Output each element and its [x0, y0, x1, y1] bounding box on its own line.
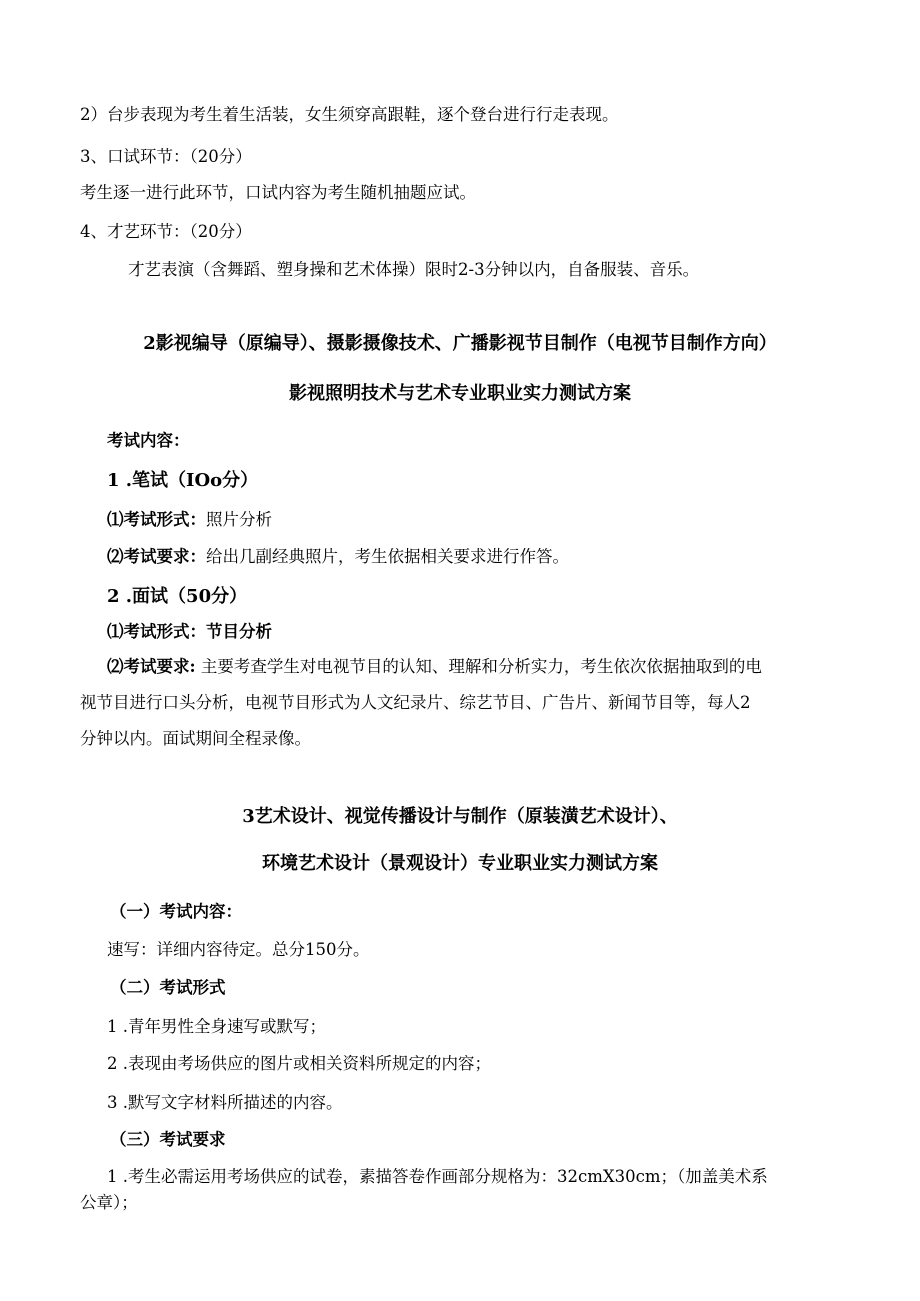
subheading: （三）考试要求 [110, 1130, 226, 1149]
text-line: ⑴考试形式：节目分析 [107, 622, 272, 641]
text-line: 3、口试环节：（20分） [80, 147, 252, 166]
text-line: 公章）； [80, 1193, 138, 1212]
list-item: 3 .默写文字材料所描述的内容。 [107, 1093, 343, 1112]
value: 给出几副经典照片，考生依据相关要求进行作答。 [206, 547, 569, 566]
text-line: 2）台步表现为考生着生活装，女生须穿高跟鞋，逐个登台进行行走表现。 [80, 105, 619, 124]
text-line [107, 546, 569, 568]
section-heading: 3艺术设计、视觉传播设计与制作（原装潢艺术设计）、 [242, 806, 678, 827]
list-item: 2 .表现由考场供应的图片或相关资料所规定的内容； [107, 1054, 491, 1073]
text-line: 考生逐一进行此环节，口试内容为考生随机抽题应试。 [80, 183, 476, 202]
list-item: 1 .考生必需运用考场供应的试卷，素描答卷作画部分规格为：32cmX30cm；（加盖美术系 [107, 1167, 768, 1186]
label: ⑵考试要求： [107, 547, 206, 566]
list-item: 1 .青年男性全身速写或默写； [107, 1017, 326, 1036]
section-heading: 2影视编导（原编导）、摄影摄像技术、广播影视节目制作（电视节目制作方向） [143, 333, 777, 354]
text-line: 速写：详细内容待定。总分150分。 [107, 940, 370, 959]
text-line: 视节目进行口头分析，电视节目形式为人文纪录片、综艺节目、广告片、新闻节目等，每人2 [80, 693, 751, 712]
label: ⑵考试要求: [107, 657, 196, 676]
text-line [107, 509, 272, 531]
section-heading: 影视照明技术与艺术专业职业实力测试方案 [289, 383, 631, 404]
value: 照片分析 [206, 510, 272, 529]
text-line: 分钟以内。面试期间全程录像。 [80, 729, 311, 748]
subheading: 考试内容： [107, 431, 190, 450]
label: ⑴考试形式： [107, 510, 206, 529]
subheading: 1 .笔试（IOo分） [107, 470, 259, 491]
subheading: （二）考试形式 [110, 978, 226, 997]
subheading: （一）考试内容： [110, 902, 242, 921]
text-line: 4、才艺环节：（20分） [80, 222, 252, 241]
value: 主要考查学生对电视节目的认知、理解和分析实力，考生依次依据抽取到的电 [195, 657, 762, 676]
text-line: 才艺表演（含舞蹈、塑身操和艺术体操）限时2-3分钟以内，自备服装、音乐。 [128, 260, 700, 279]
subheading: 2 .面试（50分） [107, 586, 248, 607]
text-line [107, 656, 762, 678]
section-heading: 环境艺术设计（景观设计）专业职业实力测试方案 [262, 853, 658, 874]
